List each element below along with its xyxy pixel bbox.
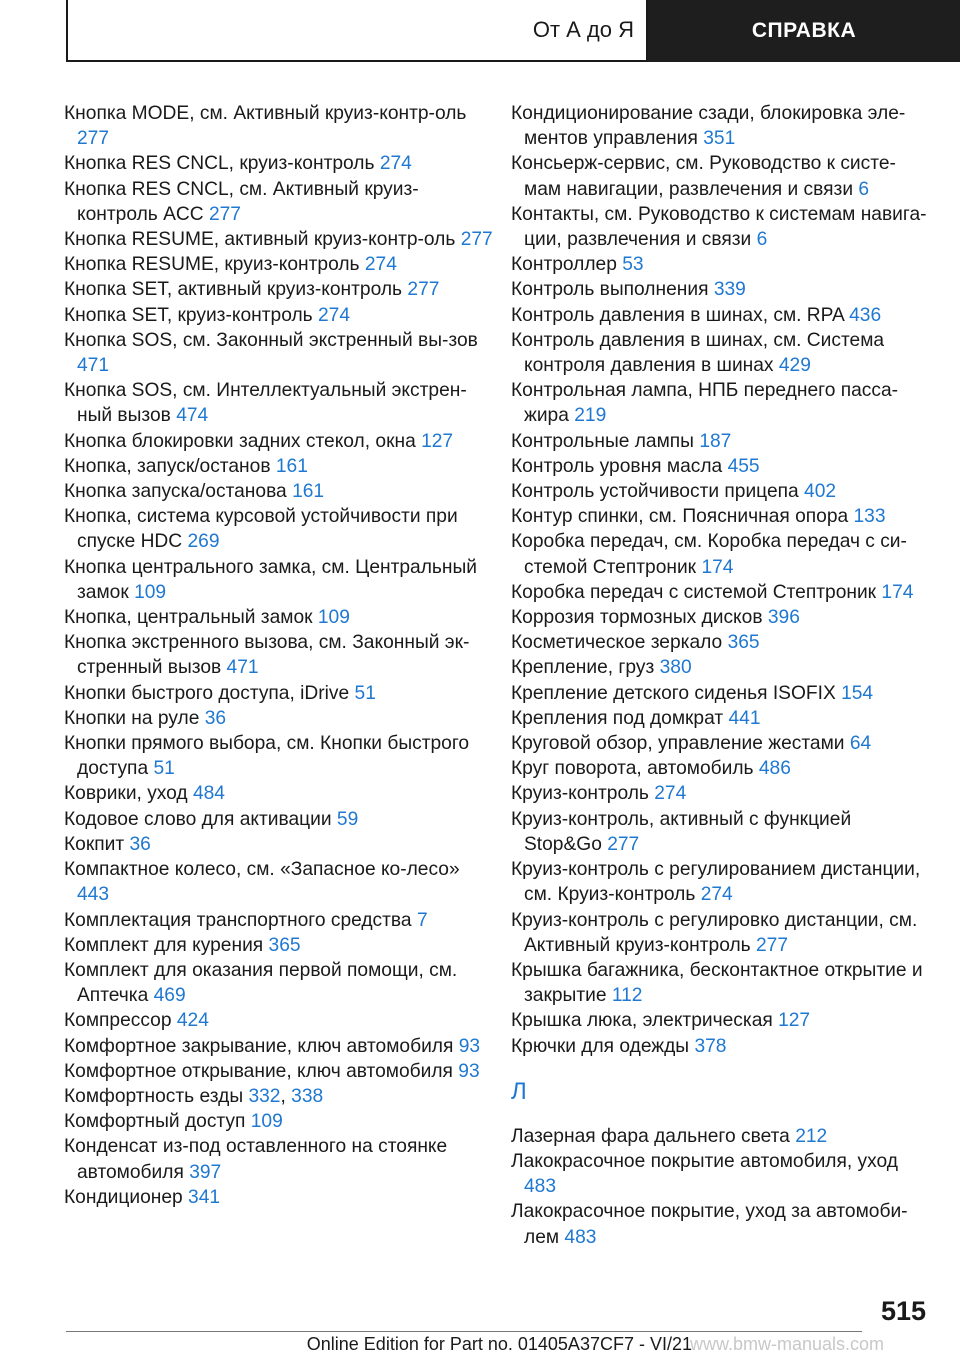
footer-edition: Online Edition for Part no. 01405A37CF7 - VI/21 <box>306 1334 692 1354</box>
page-link[interactable]: 424 <box>176 1010 209 1032</box>
index-entry-text: Комплект для оказания первой помощи, см. Аптечка <box>64 959 458 1007</box>
page-link[interactable]: 59 <box>336 808 359 830</box>
page-link[interactable]: 274 <box>700 884 733 906</box>
index-entry <box>511 958 931 1008</box>
index-entry <box>511 781 931 806</box>
header-tab-reference-label: СПРАВКА <box>751 19 857 42</box>
footer-divider <box>66 1331 862 1332</box>
page-link[interactable]: 338 <box>291 1085 324 1107</box>
page-link[interactable]: 36 <box>129 833 151 855</box>
index-entry-text: Крышка багажника, бесконтактное открытие и закрытие <box>511 959 923 1007</box>
page-link[interactable]: 397 <box>189 1161 222 1183</box>
index-entry <box>64 781 494 806</box>
page-link[interactable]: 277 <box>756 934 789 956</box>
page-link[interactable]: 443 <box>77 884 110 906</box>
page-link[interactable]: 219 <box>574 405 607 427</box>
page-link[interactable]: 93 <box>458 1035 481 1057</box>
page-link[interactable]: 154 <box>841 682 874 704</box>
page-link[interactable]: 402 <box>804 481 837 503</box>
page-link[interactable]: 174 <box>881 581 914 603</box>
index-entry <box>511 706 931 731</box>
index-entry <box>511 1124 931 1149</box>
index-entry <box>511 681 931 706</box>
index-entry <box>64 1059 494 1084</box>
index-entry-text: Круиз-контроль с регулировко дистанции, см. Активный круиз-контроль <box>511 909 918 956</box>
index-entry-text: Контур спинки, см. Поясничная опора <box>511 506 849 528</box>
index-entry-text: Кнопка RESUME, круиз-контроль <box>64 254 360 276</box>
index-entry-text: Кнопка блокировки задних стекол, окна <box>64 430 416 452</box>
page-link[interactable]: 109 <box>134 581 167 603</box>
index-entry-text: Кнопка, запуск/останов <box>64 455 271 477</box>
index-entry <box>64 706 494 731</box>
index-entry <box>64 958 494 1008</box>
index-entry-text: Кнопка SET, круиз-контроль <box>64 304 313 326</box>
index-entry-text: Контроль устойчивости прицепа <box>511 481 799 503</box>
index-entry <box>64 303 494 328</box>
page-link[interactable]: 483 <box>524 1176 557 1198</box>
footer-watermark: www.bmw-manuals.com <box>690 1334 885 1354</box>
index-entry <box>511 580 931 605</box>
page-link[interactable]: 474 <box>176 405 209 427</box>
index-entry <box>64 630 494 680</box>
index-entry <box>511 277 931 302</box>
index-entry <box>64 227 494 252</box>
page-link[interactable]: 133 <box>853 506 886 528</box>
index-entry <box>511 731 931 756</box>
index-entry <box>511 605 931 630</box>
index-entry-text: Контроль давления в шинах, см. Система контроля давления в шинах <box>511 329 885 377</box>
index-entry <box>511 655 931 680</box>
index-entry <box>511 504 931 529</box>
page-link[interactable]: 161 <box>292 481 325 503</box>
index-entry-text: Крепление детского сиденья ISOFIX <box>511 682 836 704</box>
index-entry-text: Лазерная фара дальнего света <box>511 1125 790 1147</box>
index-entry-text: Компрессор <box>64 1010 172 1032</box>
page-link[interactable]: 396 <box>767 607 800 629</box>
index-entry <box>64 177 494 227</box>
index-entry-text: Кнопка, центральный замок <box>64 607 313 629</box>
index-entry <box>64 252 494 277</box>
page-link[interactable]: 174 <box>701 556 734 578</box>
index-entry-text: Круиз-контроль <box>511 783 649 805</box>
page-link[interactable]: 332 <box>248 1085 281 1107</box>
index-entry-text: Комфортное закрывание, ключ автомобиля <box>64 1035 454 1057</box>
index-entry-text: Кнопка запуска/останова <box>64 481 287 503</box>
index-entry <box>511 303 931 328</box>
index-entry <box>64 504 494 554</box>
index-entry <box>511 101 931 151</box>
index-entry-text: Кондиционер <box>64 1186 183 1208</box>
page-link[interactable]: 269 <box>187 531 220 553</box>
page-link[interactable]: 6 <box>858 178 870 200</box>
index-entry-text: Контрольная лампа, НПБ переднего пасса-жира <box>511 380 899 427</box>
page-link[interactable]: 455 <box>727 455 760 477</box>
header-tab-az[interactable] <box>66 0 648 62</box>
page-link[interactable]: 274 <box>379 153 412 175</box>
index-entry <box>511 378 931 428</box>
index-entry <box>64 454 494 479</box>
page-link[interactable]: 51 <box>354 682 376 704</box>
index-entry-text: Кокпит <box>64 833 125 855</box>
index-entry-text: Круг поворота, автомобиль <box>511 758 754 780</box>
page-link[interactable]: 378 <box>694 1035 727 1057</box>
index-entry-text: Лакокрасочное покрытие, уход за автомоби-лем <box>511 1201 908 1248</box>
page-link[interactable]: 277 <box>77 128 110 150</box>
page-link[interactable]: 341 <box>188 1186 221 1208</box>
index-entry <box>511 857 931 907</box>
index-entry-text: Кнопка, система курсовой устойчивости при спуске HDC <box>64 506 458 553</box>
page-link[interactable]: 277 <box>607 833 640 855</box>
page-link[interactable]: 365 <box>268 934 301 956</box>
page-link[interactable]: 483 <box>564 1226 597 1248</box>
index-entry-text: Контроль выполнения <box>511 279 709 301</box>
index-entry <box>511 1034 931 1059</box>
index-entry <box>511 252 931 277</box>
index-entry <box>64 807 494 832</box>
page-link[interactable]: 64 <box>849 733 872 755</box>
index-entry-text: Комфортное открывание, ключ автомобиля <box>64 1060 453 1082</box>
index-column-left <box>64 101 494 1210</box>
page-link[interactable]: 274 <box>364 254 397 276</box>
index-entry-text: Кнопка RESUME, активный круиз-контр-оль <box>64 229 456 251</box>
index-entry-text: Кодовое слово для активации <box>64 808 332 830</box>
index-entry <box>64 681 494 706</box>
index-entry <box>64 151 494 176</box>
index-entry <box>64 1109 494 1134</box>
index-entry <box>64 1134 494 1184</box>
index-entry <box>64 277 494 302</box>
page-link[interactable]: 469 <box>153 985 186 1007</box>
page-link[interactable]: 187 <box>699 430 732 452</box>
index-entry-text: Компактное колесо, см. «Запасное ко-лесо» <box>64 859 460 881</box>
index-entry-text: Контроль уровня масла <box>511 455 723 477</box>
index-entry <box>64 832 494 857</box>
index-entry <box>64 555 494 605</box>
page-link[interactable]: 212 <box>795 1125 828 1147</box>
index-entry-text: Круиз-контроль, активный с функцией Stop&Go <box>511 808 852 855</box>
index-entry <box>511 454 931 479</box>
page-link[interactable]: 274 <box>654 783 687 805</box>
index-entry <box>64 933 494 958</box>
page-link[interactable]: 339 <box>713 279 746 301</box>
section-letter: Л <box>511 1077 527 1105</box>
index-entry <box>511 151 931 201</box>
index-entry-text: Консьерж-сервис, см. Руководство к систе-мам навигации, развлечения и связи <box>511 153 896 200</box>
page-number: 515 <box>880 1296 926 1326</box>
index-entry-text: Крючки для одежды <box>511 1035 690 1057</box>
index-entry <box>64 731 494 781</box>
page-link[interactable]: 436 <box>849 304 882 326</box>
index-entry <box>511 1199 931 1249</box>
index-entry <box>64 857 494 907</box>
index-entry <box>511 1008 931 1033</box>
index-entry <box>64 479 494 504</box>
index-entry-text: Контроллер <box>511 254 617 276</box>
index-entry <box>64 605 494 630</box>
index-entry <box>511 1149 931 1199</box>
index-entry-text: Комплектация транспортного средства <box>64 909 412 931</box>
index-entry <box>511 630 931 655</box>
index-entry <box>64 1185 494 1210</box>
index-entry-text: Конденсат из-под оставленного на стоянке автомобиля <box>64 1136 448 1183</box>
index-entry <box>64 1008 494 1033</box>
index-entry <box>64 328 494 378</box>
page-link[interactable]: 109 <box>250 1111 283 1133</box>
index-entry-text: Крышка люка, электрическая <box>511 1010 773 1032</box>
index-entry-text: Кнопка MODE, см. Активный круиз-контр-оль <box>64 103 467 124</box>
index-entry-text: Кнопка центрального замка, см. Центральный замок <box>64 556 478 603</box>
index-entry-text: Лакокрасочное покрытие автомобиля, уход <box>511 1150 898 1172</box>
index-entry-text: Косметическое зеркало <box>511 632 723 654</box>
index-entry <box>511 529 931 579</box>
index-entry <box>511 429 931 454</box>
index-entry-text: Кнопка SOS, см. Законный экстренный вы-зов <box>64 329 478 351</box>
index-entry-text: Кондиционирование сзади, блокировка эле-ментов управления <box>511 103 906 150</box>
index-entry <box>64 101 494 151</box>
page-link[interactable]: 93 <box>458 1060 480 1082</box>
index-entry-text: Коврики, уход <box>64 783 188 805</box>
index-column-right <box>511 101 931 1250</box>
page-link[interactable]: 365 <box>727 632 760 654</box>
page-link[interactable]: 36 <box>204 707 227 729</box>
page-link[interactable]: 274 <box>317 304 350 326</box>
index-entry-text: Коробка передач с системой Стептроник <box>511 581 877 603</box>
page-link[interactable]: 351 <box>703 128 736 150</box>
page-link[interactable]: 161 <box>275 455 308 477</box>
index-entry-text: Крепления под домкрат <box>511 707 724 729</box>
index-entry <box>511 756 931 781</box>
page-link[interactable]: 277 <box>208 203 241 225</box>
index-entry-text: Крепление, груз <box>511 657 655 679</box>
index-entry <box>511 202 931 252</box>
page-link[interactable]: 109 <box>317 607 350 629</box>
index-entry-text: Кнопки прямого выбора, см. Кнопки быстрого доступа <box>64 733 470 780</box>
index-entry-text: Кнопка SOS, см. Интеллектуальный экстрен-ный вызов <box>64 380 467 427</box>
index-entry <box>64 378 494 428</box>
page-link[interactable]: 441 <box>728 707 761 729</box>
page-link[interactable]: 53 <box>622 254 644 276</box>
page-link[interactable]: 127 <box>421 430 454 452</box>
page-link[interactable]: 6 <box>756 229 768 251</box>
index-entry-text: Кнопка RES CNCL, круиз-контроль <box>64 153 375 175</box>
index-entry <box>64 1034 494 1059</box>
index-entry-text: Кнопка SET, активный круиз-контроль <box>64 279 403 301</box>
index-entry-text: Контакты, см. Руководство к системам навига-ции, развлечения и связи <box>511 203 927 251</box>
index-entry-text: Кнопки быстрого доступа, iDrive <box>64 682 350 704</box>
index-entry-text: Кнопка RES CNCL, см. Активный круиз-контроль ACC <box>64 178 419 225</box>
index-entry <box>511 479 931 504</box>
index-entry-text: Коробка передач, см. Коробка передач с си-стемой Стептроник <box>511 531 907 578</box>
page-link[interactable]: 277 <box>407 279 440 301</box>
index-entry: Комфортность езды 332, 338 <box>64 1085 324 1107</box>
page-link[interactable]: 277 <box>460 229 493 251</box>
index-entry <box>64 429 494 454</box>
header-tab-az-label: От А до Я <box>532 17 634 42</box>
index-entry-text: Коррозия тормозных дисков <box>511 607 763 629</box>
index-entry <box>511 328 931 378</box>
index-entry-text: Комфортный доступ <box>64 1111 246 1133</box>
index-entry-text: Круиз-контроль с регулированием дистанции, см. Круиз-контроль <box>511 859 921 906</box>
index-entry-text: Кнопка экстренного вызова, см. Законный эк-стренный вызов <box>64 632 470 679</box>
index-entry-text: Комплект для курения <box>64 934 264 956</box>
page-link[interactable]: 380 <box>659 657 692 679</box>
page-link[interactable]: 471 <box>77 355 110 377</box>
page-link[interactable]: 112 <box>611 985 643 1007</box>
page-link[interactable]: 429 <box>778 355 811 377</box>
page-link[interactable]: 486 <box>758 758 791 780</box>
index-entry-text: Контроль давления в шинах, см. RPA <box>511 304 844 326</box>
page-link[interactable]: 484 <box>192 783 225 805</box>
page-link[interactable]: 127 <box>778 1010 811 1032</box>
index-entry-text: Комфортность езды <box>64 1085 244 1107</box>
page-link[interactable]: 7 <box>416 909 428 931</box>
index-entry <box>64 908 494 933</box>
header-tab-reference[interactable] <box>648 0 960 62</box>
index-entry <box>511 807 931 857</box>
index-entry-text: Кнопки на руле <box>64 707 200 729</box>
index-entry-text: Круговой обзор, управление жестами <box>511 733 845 755</box>
page-link[interactable]: 51 <box>153 758 175 780</box>
page-link[interactable]: 471 <box>226 657 259 679</box>
index-entry-text: Контрольные лампы <box>511 430 694 452</box>
index-entry <box>511 908 931 958</box>
